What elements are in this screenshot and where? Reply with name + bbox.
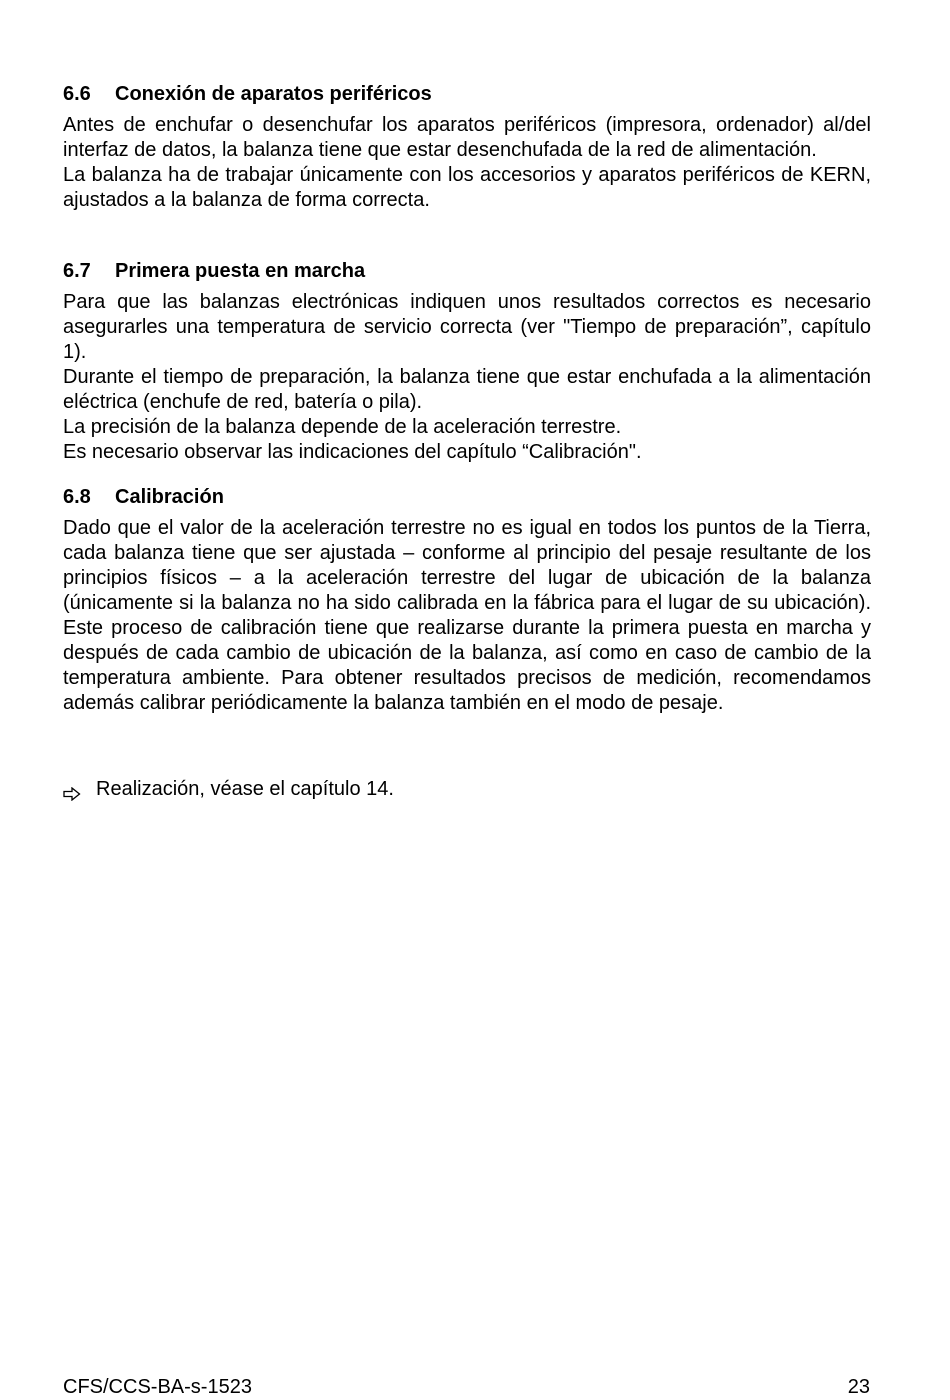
arrow-right-icon bbox=[63, 783, 81, 797]
paragraph: Antes de enchufar o desenchufar los aparatos periféricos (impresora, ordenador) al/del interfaz de datos, la balanza tiene que estar desenchufada de la red de alimentación. bbox=[63, 114, 871, 161]
paragraph: La balanza ha de trabajar únicamente con los accesorios y aparatos periféricos de KERN, ajustados a la balanza de forma correcta. bbox=[63, 164, 871, 211]
section-number: 6.7 bbox=[63, 260, 91, 282]
section-6-8 bbox=[63, 485, 871, 716]
paragraph: Dado que el valor de la aceleración terrestre no es igual en todos los puntos de la Tierra, cada balanza tiene que ser ajustada – conforme al principio del pesaje resultante de los principios físicos – a la aceleración terrestre del lugar de ubicación de la balanza (únicamente si la balanza no ha sido calibrada en la fábrica para el lugar de su ubicación). Este proceso de calibración tiene que realizarse durante la primera puesta en marcha y después de cada cambio de ubicación de la balanza, así como en caso de cambio de la temperatura ambiente. Para obtener resultados precisos de medición, recomendamos además calibrar periódicamente la balanza también en el modo de pesaje. bbox=[63, 517, 871, 714]
section-title: Primera puesta en marcha bbox=[115, 260, 366, 282]
section-number: 6.6 bbox=[63, 83, 91, 105]
section-heading bbox=[63, 82, 871, 107]
paragraph: Para que las balanzas electrónicas indiquen unos resultados correctos es necesario asegurarles una temperatura de servicio correcta (ver "Tiempo de preparación”, capítulo 1). bbox=[63, 291, 871, 363]
section-heading bbox=[63, 485, 871, 510]
paragraph: Es necesario observar las indicaciones del capítulo “Calibración". bbox=[63, 441, 642, 463]
section-6-7 bbox=[63, 259, 871, 465]
section-6-6 bbox=[63, 82, 871, 213]
note-text: Realización, véase el capítulo 14. bbox=[96, 778, 394, 800]
section-title: Calibración bbox=[115, 486, 224, 508]
section-number: 6.8 bbox=[63, 486, 91, 508]
procedure-note bbox=[63, 777, 394, 802]
paragraph: Durante el tiempo de preparación, la balanza tiene que estar enchufada a la alimentación eléctrica (enchufe de red, batería o pila). bbox=[63, 366, 871, 413]
section-title: Conexión de aparatos periféricos bbox=[115, 83, 432, 105]
section-heading bbox=[63, 259, 871, 284]
footer-page-number: 23 bbox=[847, 1376, 870, 1398]
footer-doc-id: CFS/CCS-BA-s-1523 bbox=[63, 1376, 252, 1398]
paragraph: La precisión de la balanza depende de la aceleración terrestre. bbox=[63, 416, 622, 438]
